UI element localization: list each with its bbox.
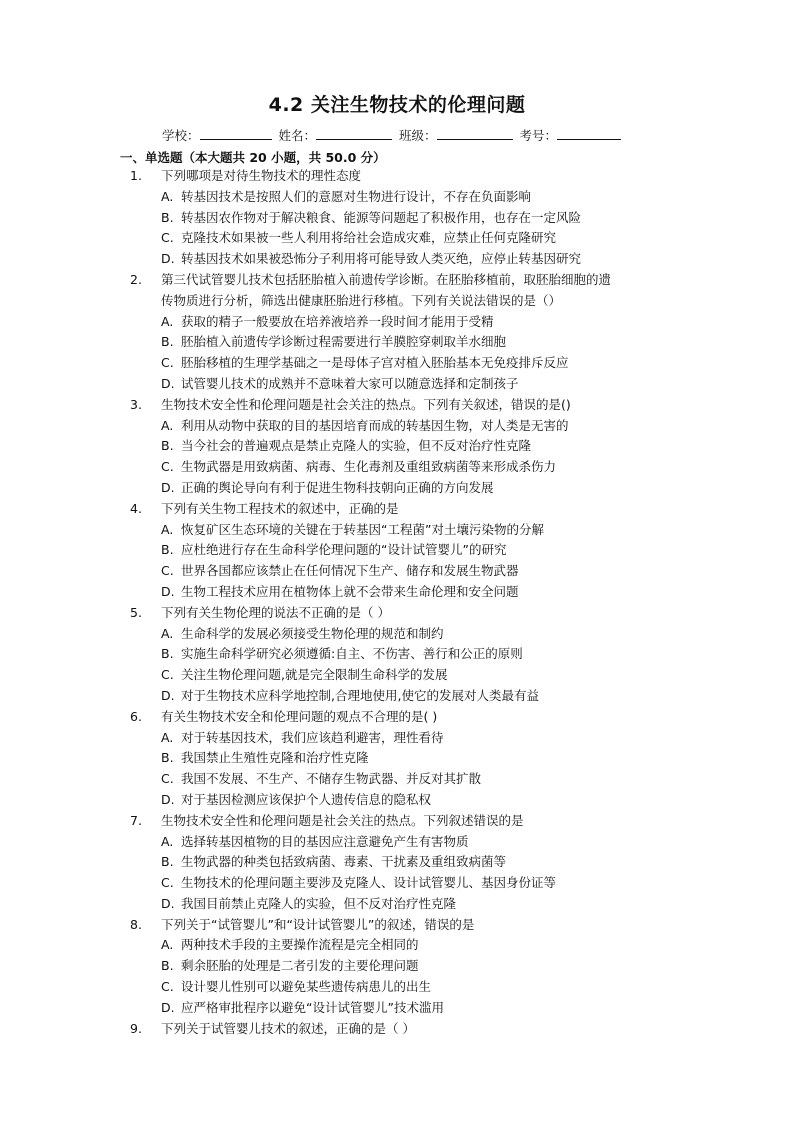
answer-option[interactable] <box>130 582 670 603</box>
option-letter: C. <box>161 355 174 371</box>
option-text: 剩余胚胎的处理是二者引发的主要伦理问题 <box>181 958 419 974</box>
question-item <box>130 603 670 707</box>
option-letter: A. <box>161 188 174 204</box>
question-stem-line <box>130 915 670 936</box>
answer-option[interactable] <box>130 374 670 395</box>
answer-option[interactable] <box>130 416 670 437</box>
question-item <box>130 166 670 270</box>
option-letter: D. <box>161 895 175 911</box>
answer-option[interactable] <box>130 852 670 873</box>
option-letter: B. <box>161 542 174 558</box>
option-letter: A. <box>161 417 174 433</box>
question-stem-line <box>130 166 670 187</box>
option-text: 胚胎植入前遗传学诊断过程需要进行羊膜腔穿刺取羊水细胞 <box>181 334 507 350</box>
option-letter: D. <box>161 583 175 599</box>
option-letter: B. <box>161 750 174 766</box>
answer-option[interactable] <box>130 478 670 499</box>
answer-option[interactable] <box>130 748 670 769</box>
option-text: 对于基因检测应该保护个人遗传信息的隐私权 <box>181 791 432 807</box>
option-letter: A. <box>161 521 174 537</box>
option-text: 对于生物技术应科学地控制,合理地使用,使它的发展对人类最有益 <box>181 687 539 703</box>
option-text: 恢复矿区生态环境的关键在于转基因“工程菌”对土壤污染物的分解 <box>181 521 544 537</box>
question-item <box>130 1019 670 1040</box>
answer-option[interactable] <box>130 728 670 749</box>
question-number: 2. <box>130 271 142 287</box>
option-text: 应严格审批程序以避免“设计试管婴儿”技术滥用 <box>181 999 444 1015</box>
answer-option[interactable] <box>130 686 670 707</box>
option-text: 转基因技术是按照人们的意愿对生物进行设计，不存在负面影响 <box>181 188 532 204</box>
answer-option[interactable] <box>130 436 670 457</box>
school-blank[interactable] <box>200 127 272 140</box>
option-text: 对于转基因技术，我们应该趋利避害，理性看待 <box>181 729 444 745</box>
option-letter: B. <box>161 646 174 662</box>
option-text: 选择转基因植物的目的基因应注意避免产生有害物质 <box>181 833 469 849</box>
option-text: 胚胎移植的生理学基础之一是母体子宫对植入胚胎基本无免疫排斥反应 <box>181 355 569 371</box>
option-letter: A. <box>161 625 174 641</box>
question-number: 1. <box>130 168 142 183</box>
answer-option[interactable] <box>130 624 670 645</box>
answer-option[interactable] <box>130 187 670 208</box>
question-item <box>130 811 670 915</box>
question-number: 3. <box>130 396 142 412</box>
option-text: 我国目前禁止克隆人的实验，但不反对治疗性克隆 <box>181 895 457 911</box>
option-letter: A. <box>161 729 174 745</box>
question-stem-line <box>130 270 670 291</box>
option-letter: C. <box>161 979 174 995</box>
answer-option[interactable] <box>130 935 670 956</box>
class-blank[interactable] <box>437 127 513 140</box>
question-stem-line <box>130 603 670 624</box>
option-letter: B. <box>161 209 174 225</box>
question-item <box>130 270 670 395</box>
answer-option[interactable] <box>130 457 670 478</box>
option-letter: C. <box>161 563 174 579</box>
option-text: 我国禁止生殖性克隆和治疗性克隆 <box>181 750 369 766</box>
option-letter: B. <box>161 438 174 454</box>
page-title: 4.2 关注生物技术的伦理问题 <box>268 94 526 116</box>
question-item <box>130 707 670 811</box>
question-text: 生物技术安全性和伦理问题是社会关注的热点。下列叙述错误的是 <box>161 812 524 828</box>
option-text: 生物工程技术应用在植物体上就不会带来生命伦理和安全问题 <box>181 583 519 599</box>
question-number: 9. <box>130 1020 142 1036</box>
option-letter: D. <box>161 791 175 807</box>
answer-option[interactable] <box>130 873 670 894</box>
question-number: 7. <box>130 812 142 828</box>
question-text: 传物质进行分析，筛选出健康胚胎进行移植。下列有关说法错误的是（） <box>161 292 562 308</box>
student-info-row <box>162 126 624 144</box>
option-text: 设计婴儿性别可以避免某些遗传病患儿的出生 <box>181 979 432 995</box>
question-text: 生物技术安全性和伦理问题是社会关注的热点。下列有关叙述，错误的是() <box>161 396 571 412</box>
option-letter: A. <box>161 313 174 329</box>
answer-option[interactable] <box>130 520 670 541</box>
answer-option[interactable] <box>130 228 670 249</box>
question-text: 下列哪项是对待生物技术的理性态度 <box>161 168 362 183</box>
option-text: 正确的舆论导向有利于促进生物科技朝向正确的方向发展 <box>181 479 494 495</box>
option-text: 生物武器的种类包括致病菌、毒素、干扰素及重组致病菌等 <box>181 854 507 870</box>
question-number: 8. <box>130 916 142 932</box>
option-letter: C. <box>161 875 174 891</box>
class-label: 班级： <box>399 128 437 143</box>
answer-option[interactable] <box>130 665 670 686</box>
answer-option[interactable] <box>130 332 670 353</box>
option-letter: D. <box>161 687 175 703</box>
option-letter: C. <box>161 667 174 683</box>
question-number: 5. <box>130 604 142 620</box>
question-text: 下列有关生物伦理的说法不正确的是（ ） <box>161 604 390 620</box>
question-item <box>130 499 670 603</box>
question-text: 下列关于试管婴儿技术的叙述，正确的是（ ） <box>161 1020 415 1036</box>
option-text: 两种技术手段的主要操作流程是完全相同的 <box>181 937 419 953</box>
option-letter: B. <box>161 334 174 350</box>
option-text: 生物技术的伦理问题主要涉及克隆人、设计试管婴儿、基因身份证等 <box>181 875 557 891</box>
name-blank[interactable] <box>316 127 392 140</box>
option-letter: D. <box>161 479 175 495</box>
option-text: 关注生物伦理问题,就是完全限制生命科学的发展 <box>181 667 448 683</box>
question-number: 6. <box>130 708 142 724</box>
option-text: 转基因技术如果被恐怖分子利用将可能导致人类灭绝，应停止转基因研究 <box>181 251 582 267</box>
answer-option[interactable] <box>130 790 670 811</box>
question-stem-line <box>130 811 670 832</box>
option-text: 生命科学的发展必须接受生物伦理的规范和制约 <box>181 625 444 641</box>
option-letter: D. <box>161 999 175 1015</box>
option-letter: B. <box>161 854 174 870</box>
answer-option[interactable] <box>130 561 670 582</box>
answer-option[interactable] <box>130 956 670 977</box>
option-text: 试管婴儿技术的成熟并不意味着大家可以随意选择和定制孩子 <box>181 375 519 391</box>
question-item <box>130 395 670 499</box>
option-letter: C. <box>161 771 174 787</box>
option-text: 利用从动物中获取的目的基因培育而成的转基因生物，对人类是无害的 <box>181 417 569 433</box>
exam-no-label: 考号： <box>519 128 558 143</box>
option-letter: A. <box>161 937 174 953</box>
answer-option[interactable] <box>130 977 670 998</box>
option-text: 获取的精子一般要放在培养液培养一段时间才能用于受精 <box>181 313 494 329</box>
answer-option[interactable] <box>130 644 670 665</box>
question-stem-line <box>130 1019 670 1040</box>
school-label: 学校： <box>162 128 200 143</box>
option-letter: C. <box>161 230 174 246</box>
option-text: 世界各国都应该禁止在任何情况下生产、储存和发展生物武器 <box>181 563 519 579</box>
option-letter: C. <box>161 459 174 475</box>
answer-option[interactable] <box>130 312 670 333</box>
question-text: 有关生物技术安全和伦理问题的观点不合理的是( ) <box>161 708 438 724</box>
exam-no-blank[interactable] <box>557 127 621 140</box>
option-text: 应杜绝进行存在生命科学伦理问题的“设计试管婴儿”的研究 <box>181 542 507 558</box>
name-label: 姓名： <box>278 128 317 143</box>
option-letter: A. <box>161 833 174 849</box>
question-number: 4. <box>130 500 142 516</box>
answer-option[interactable] <box>130 540 670 561</box>
answer-option[interactable] <box>130 769 670 790</box>
option-text: 实施生命科学研究必须遵循:自主、不伤害、善行和公正的原则 <box>181 646 523 662</box>
question-stem-line <box>130 291 670 312</box>
question-list <box>130 166 670 1039</box>
option-text: 当今社会的普遍观点是禁止克隆人的实验，但不反对治疗性克隆 <box>181 438 532 454</box>
answer-option[interactable] <box>130 249 670 270</box>
option-text: 生物武器是用致病菌、病毒、生化毒剂及重组致病菌等来形成杀伤力 <box>181 459 557 475</box>
question-item <box>130 915 670 1019</box>
answer-option[interactable] <box>130 998 670 1019</box>
option-text: 转基因农作物对于解决粮食、能源等问题起了积极作用，也存在一定风险 <box>181 209 582 225</box>
answer-option[interactable] <box>130 353 670 374</box>
answer-option[interactable] <box>130 208 670 229</box>
question-stem-line <box>130 499 670 520</box>
answer-option[interactable] <box>130 894 670 915</box>
question-stem-line <box>130 395 670 416</box>
option-letter: D. <box>161 375 175 391</box>
option-letter: B. <box>161 958 174 974</box>
question-text: 第三代试管婴儿技术包括胚胎植入前遗传学诊断。在胚胎移植前，取胚胎细胞的遗 <box>161 271 612 287</box>
option-text: 克隆技术如果被一些人利用将给社会造成灾难，应禁止任何克隆研究 <box>181 230 557 246</box>
question-stem-line <box>130 707 670 728</box>
section-header: 一、单选题（本大题共 20 小题，共 50.0 分） <box>120 150 386 165</box>
question-text: 下列关于“试管婴儿”和“设计试管婴儿”的叙述，错误的是 <box>161 916 475 932</box>
option-text: 我国不发展、不生产、不储存生物武器、并反对其扩散 <box>181 771 482 787</box>
answer-option[interactable] <box>130 832 670 853</box>
question-text: 下列有关生物工程技术的叙述中，正确的是 <box>161 500 399 516</box>
option-letter: D. <box>161 251 175 267</box>
